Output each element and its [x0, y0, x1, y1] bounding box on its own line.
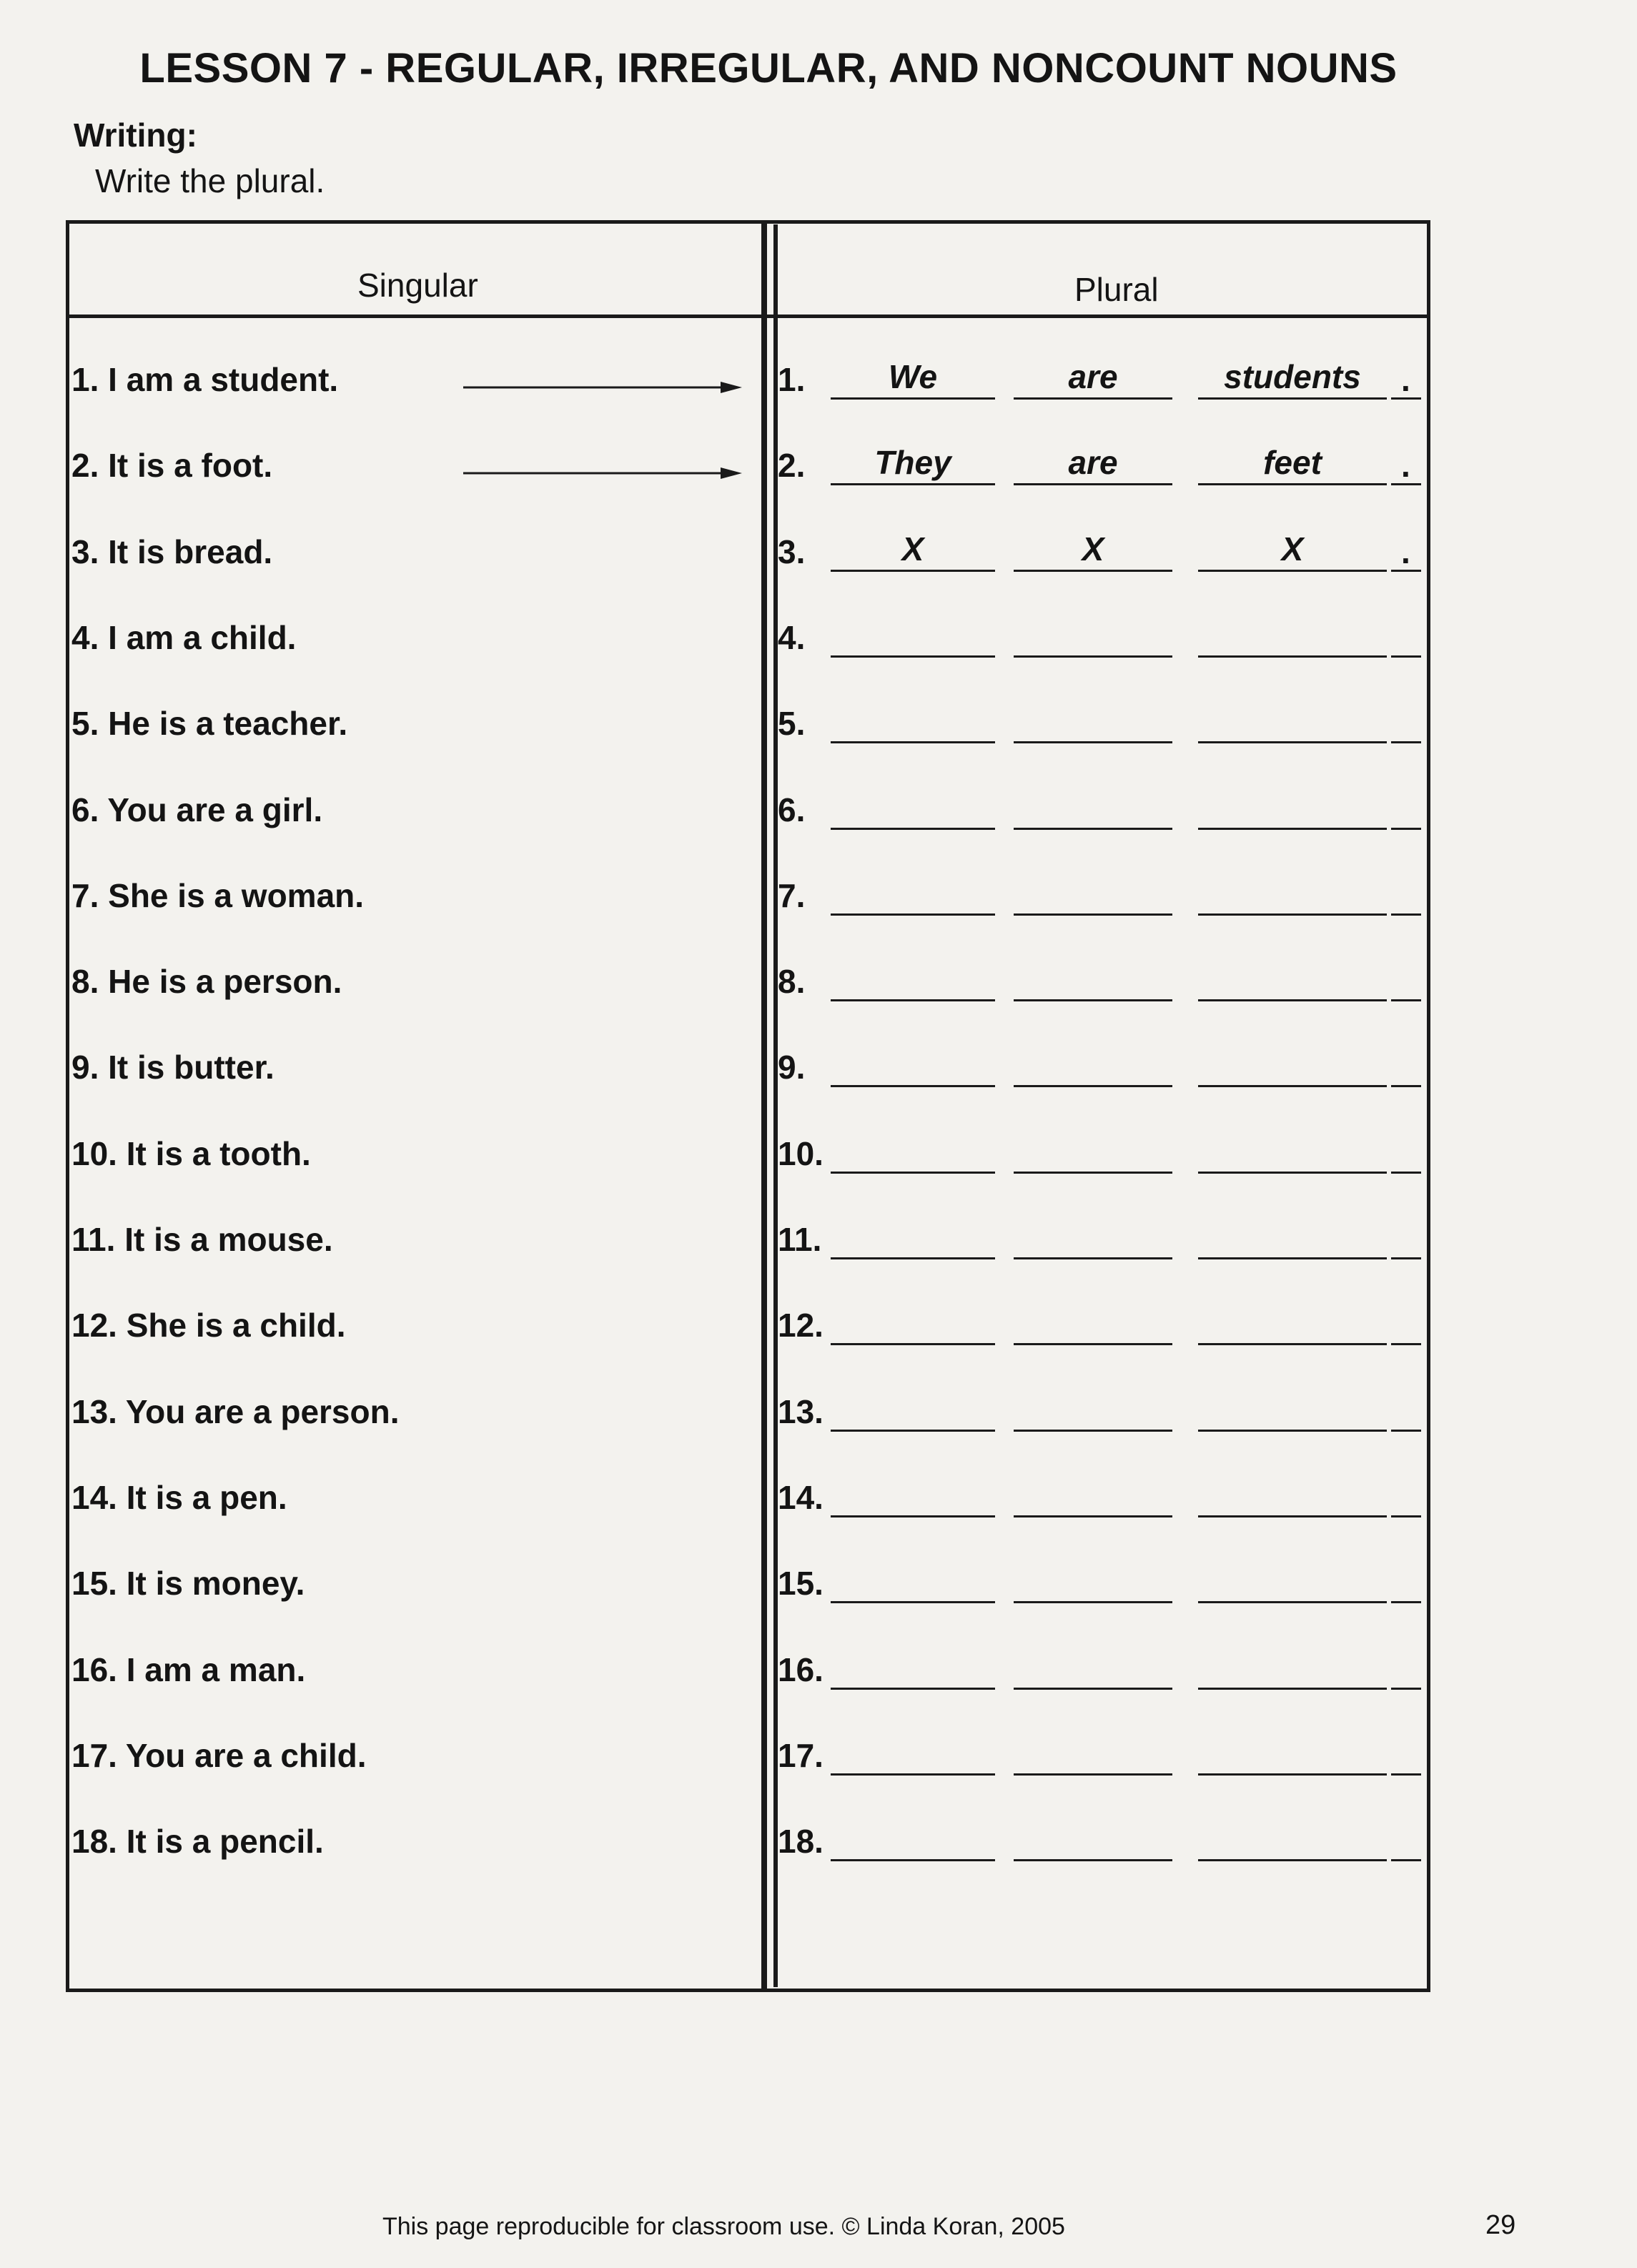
answer-blank[interactable]: [1198, 999, 1387, 1001]
lesson-title: LESSON 7 - REGULAR, IRREGULAR, AND NONCOUNT NOUNS: [139, 45, 1398, 91]
singular-sentence: 11. It is a mouse.: [71, 1221, 333, 1258]
table-row: [0, 360, 1637, 417]
period-blank[interactable]: [1391, 1773, 1421, 1776]
answer-blank[interactable]: [831, 570, 995, 572]
singular-sentence: 6. You are a girl.: [71, 791, 323, 828]
answer-blank[interactable]: [1014, 1085, 1172, 1087]
answer-word: are: [1068, 444, 1118, 481]
period-blank[interactable]: [1391, 1430, 1421, 1432]
answer-blank[interactable]: [831, 1172, 995, 1174]
answer-word: They: [874, 444, 951, 481]
answer-blank[interactable]: [1198, 1343, 1387, 1345]
answer-blank[interactable]: [1014, 1172, 1172, 1174]
table-row: [0, 530, 1637, 590]
period-blank[interactable]: [1391, 1172, 1421, 1174]
table-row: [0, 1392, 1637, 1450]
period-blank[interactable]: [1391, 1343, 1421, 1345]
table-row: [0, 1048, 1637, 1105]
singular-sentence: 2. It is a foot.: [71, 447, 273, 484]
period-blank[interactable]: [1391, 741, 1421, 743]
answer-blank[interactable]: [1014, 483, 1172, 485]
answer-blank[interactable]: [831, 1515, 995, 1517]
plural-number: 2.: [778, 447, 806, 484]
table-row: [0, 1736, 1637, 1793]
answer-blank[interactable]: [1014, 1257, 1172, 1259]
plural-header: Plural: [1074, 271, 1159, 308]
answer-blank[interactable]: [1198, 1688, 1387, 1690]
answer-blank[interactable]: [1014, 1688, 1172, 1690]
answer-blank[interactable]: [1014, 913, 1172, 916]
answer-word: X: [1281, 530, 1304, 568]
answer-word: X: [901, 530, 924, 568]
singular-sentence: 1. I am a student.: [71, 361, 339, 398]
answer-blank[interactable]: [1198, 397, 1387, 400]
answer-blank[interactable]: [831, 1343, 995, 1345]
answer-blank[interactable]: [831, 655, 995, 658]
period-blank[interactable]: [1391, 828, 1421, 830]
answer-blank[interactable]: [1014, 570, 1172, 572]
arrow-right-icon: [463, 380, 742, 395]
plural-number: 3.: [778, 533, 806, 570]
plural-number: 10.: [778, 1135, 824, 1172]
plural-number: 9.: [778, 1049, 806, 1086]
plural-number: 8.: [778, 963, 806, 1000]
singular-sentence: 3. It is bread.: [71, 533, 273, 570]
singular-sentence: 13. You are a person.: [71, 1393, 400, 1430]
plural-number: 16.: [778, 1651, 824, 1688]
answer-blank[interactable]: [1198, 913, 1387, 916]
footer-note: This page reproducible for classroom use. © Linda Koran, 2005: [382, 2213, 1065, 2240]
plural-number: 13.: [778, 1393, 824, 1430]
answer-blank[interactable]: [1014, 828, 1172, 830]
answer-blank[interactable]: [831, 1688, 995, 1690]
period-blank[interactable]: [1391, 913, 1421, 916]
answer-blank[interactable]: [831, 1773, 995, 1776]
plural-number: 17.: [778, 1737, 824, 1774]
arrow-right-icon: [463, 466, 742, 480]
singular-sentence: 12. She is a child.: [71, 1307, 346, 1344]
table-row: [0, 1220, 1637, 1277]
answer-blank[interactable]: [831, 741, 995, 743]
plural-number: 18.: [778, 1823, 824, 1860]
answer-blank[interactable]: [831, 1430, 995, 1432]
answer-blank[interactable]: [831, 1601, 995, 1603]
answer-blank[interactable]: [1014, 1601, 1172, 1603]
answer-blank[interactable]: [1198, 1430, 1387, 1432]
answer-blank[interactable]: [1198, 828, 1387, 830]
answer-blank[interactable]: [1014, 1343, 1172, 1345]
answer-word: students: [1224, 358, 1361, 395]
period-blank[interactable]: [1391, 999, 1421, 1001]
period-blank[interactable]: [1391, 1085, 1421, 1087]
sentence-period: .: [1401, 447, 1410, 484]
singular-sentence: 4. I am a child.: [71, 619, 297, 656]
answer-blank[interactable]: [1198, 1859, 1387, 1861]
answer-blank[interactable]: [1014, 1859, 1172, 1861]
table-row: [0, 1822, 1637, 1879]
answer-blank[interactable]: [1198, 483, 1387, 485]
singular-sentence: 14. It is a pen.: [71, 1479, 287, 1516]
answer-blank[interactable]: [831, 1859, 995, 1861]
table-row: [0, 1306, 1637, 1363]
answer-blank[interactable]: [831, 1257, 995, 1259]
table-row: [0, 1134, 1637, 1192]
answer-blank[interactable]: [1198, 1773, 1387, 1776]
answer-blank[interactable]: [831, 483, 995, 485]
plural-number: 6.: [778, 791, 806, 828]
plural-number: 12.: [778, 1307, 824, 1344]
sentence-period: .: [1401, 533, 1410, 570]
answer-blank[interactable]: [831, 828, 995, 830]
table-row: [0, 876, 1637, 934]
answer-blank[interactable]: [1198, 570, 1387, 572]
sentence-period: .: [1401, 361, 1410, 398]
singular-sentence: 17. You are a child.: [71, 1737, 367, 1774]
answer-blank[interactable]: [1014, 1515, 1172, 1517]
answer-word: We: [888, 358, 938, 395]
singular-sentence: 10. It is a tooth.: [71, 1135, 311, 1172]
table-row: [0, 618, 1637, 675]
period-blank[interactable]: [1391, 1601, 1421, 1603]
plural-number: 5.: [778, 705, 806, 742]
singular-sentence: 16. I am a man.: [71, 1651, 306, 1688]
answer-blank[interactable]: [831, 397, 995, 400]
period-blank[interactable]: [1391, 1688, 1421, 1690]
singular-header: Singular: [357, 267, 478, 304]
plural-number: 11.: [778, 1221, 822, 1258]
answer-blank[interactable]: [1014, 1773, 1172, 1776]
answer-word: are: [1068, 358, 1118, 395]
answer-word: feet: [1263, 444, 1322, 481]
period-blank[interactable]: [1391, 1257, 1421, 1259]
table-row: [0, 1478, 1637, 1535]
plural-number: 4.: [778, 619, 806, 656]
singular-sentence: 8. He is a person.: [71, 963, 342, 1000]
answer-blank[interactable]: [1014, 741, 1172, 743]
answer-blank[interactable]: [1014, 1430, 1172, 1432]
answer-blank[interactable]: [1198, 655, 1387, 658]
answer-blank[interactable]: [1014, 999, 1172, 1001]
answer-blank[interactable]: [1198, 1257, 1387, 1259]
table-row: [0, 704, 1637, 761]
table-row: [0, 1564, 1637, 1621]
plural-number: 15.: [778, 1565, 824, 1602]
answer-blank[interactable]: [1198, 1172, 1387, 1174]
singular-sentence: 15. It is money.: [71, 1565, 305, 1602]
table-row: [0, 446, 1637, 503]
instruction-text: Write the plural.: [95, 162, 325, 199]
singular-sentence: 7. She is a woman.: [71, 877, 365, 914]
period-blank[interactable]: [1391, 1515, 1421, 1517]
table-row: [0, 791, 1637, 848]
answer-blank[interactable]: [831, 1085, 995, 1087]
table-row: [0, 1650, 1637, 1708]
answer-blank[interactable]: [1198, 1515, 1387, 1517]
answer-blank[interactable]: [831, 913, 995, 916]
plural-number: 7.: [778, 877, 806, 914]
section-label: Writing:: [74, 117, 197, 154]
singular-sentence: 18. It is a pencil.: [71, 1823, 324, 1860]
answer-blank[interactable]: [1014, 655, 1172, 658]
period-blank[interactable]: [1391, 1859, 1421, 1861]
answer-blank[interactable]: [831, 999, 995, 1001]
answer-blank[interactable]: [1198, 1085, 1387, 1087]
answer-blank[interactable]: [1198, 1601, 1387, 1603]
plural-number: 1.: [778, 361, 806, 398]
page-number: 29: [1485, 2210, 1516, 2240]
singular-sentence: 5. He is a teacher.: [71, 705, 348, 742]
table-row: [0, 962, 1637, 1019]
plural-number: 14.: [778, 1479, 824, 1516]
answer-blank[interactable]: [1198, 741, 1387, 743]
header-rule: [66, 315, 1430, 318]
singular-sentence: 9. It is butter.: [71, 1049, 275, 1086]
answer-blank[interactable]: [1014, 397, 1172, 400]
period-blank[interactable]: [1391, 655, 1421, 658]
answer-word: X: [1082, 530, 1104, 568]
